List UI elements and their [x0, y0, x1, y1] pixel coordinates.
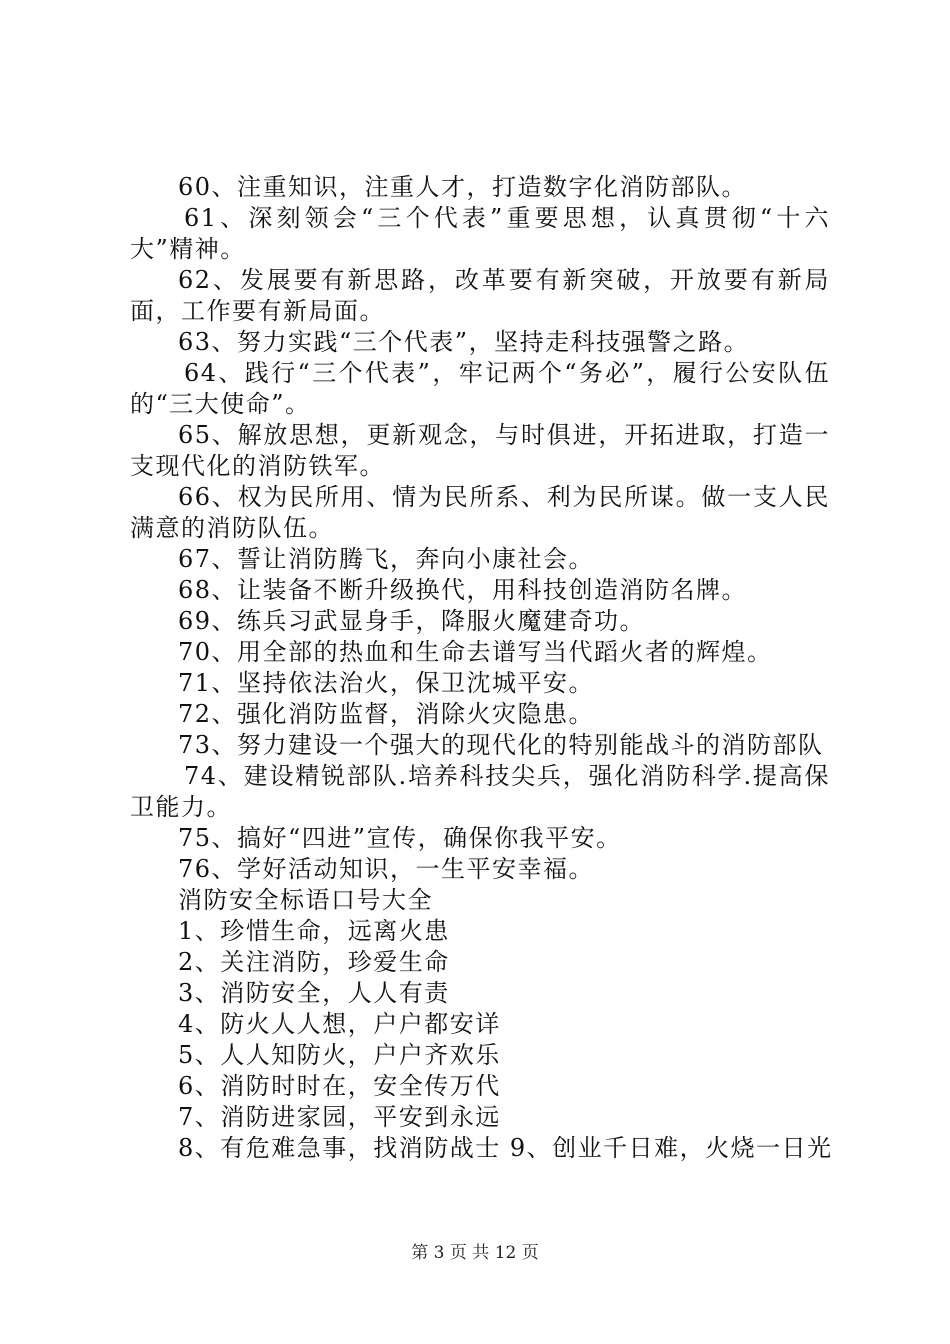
slogan-4: 4、防火人人想，户户都安详 [178, 1010, 501, 1038]
paragraph-66: 66、权为民所用、情为民所系、利为民所谋。做一支人民满意的消防队伍。 [130, 483, 830, 542]
paragraph-69: 69、练兵习武显身手，降服火魔建奇功。 [178, 607, 646, 635]
paragraph-65: 65、解放思想，更新观念，与时俱进，开拓进取，打造一支现代化的消防铁军。 [130, 421, 830, 480]
document-body [130, 172, 833, 1164]
slogan-7: 7、消防进家园，平安到永远 [178, 1103, 501, 1131]
slogan-8-9: 8、有危难急事，找消防战士 9、创业千日难，火烧一日光 [178, 1134, 833, 1162]
slogan-6: 6、消防时时在，安全传万代 [178, 1072, 501, 1100]
slogan-2: 2、关注消防，珍爱生命 [178, 948, 450, 976]
paragraph-68: 68、让装备不断升级换代，用科技创造消防名牌。 [178, 576, 748, 604]
paragraph-74: 74、建设精锐部队.培养科技尖兵，强化消防科学.提高保卫能力。 [130, 762, 830, 821]
paragraph-72: 72、强化消防监督，消除火灾隐患。 [178, 700, 595, 728]
paragraph-71: 71、坚持依法治火，保卫沈城平安。 [178, 669, 595, 697]
section-heading: 消防安全标语口号大全 [178, 886, 433, 914]
paragraph-73: 73、努力建设一个强大的现代化的特别能战斗的消防部队 [178, 731, 824, 759]
slogan-1: 1、珍惜生命，远离火患 [178, 917, 450, 945]
paragraph-70: 70、用全部的热血和生命去谱写当代蹈火者的辉煌。 [178, 638, 773, 666]
paragraph-67: 67、誓让消防腾飞，奔向小康社会。 [178, 545, 595, 573]
slogan-3: 3、消防安全，人人有责 [178, 979, 450, 1007]
paragraph-61: 61、深刻领会“三个代表”重要思想，认真贯彻“十六大”精神。 [130, 204, 830, 263]
paragraph-63: 63、努力实践“三个代表”，坚持走科技强警之路。 [178, 328, 750, 356]
paragraph-60: 60、注重知识，注重人才，打造数字化消防部队。 [178, 173, 748, 201]
slogan-5: 5、人人知防火，户户齐欢乐 [178, 1041, 501, 1069]
paragraph-62: 62、发展要有新思路，改革要有新突破，开放要有新局面，工作要有新局面。 [130, 266, 830, 325]
paragraph-76: 76、学好活动知识，一生平安幸福。 [178, 855, 595, 883]
paragraph-64: 64、践行“三个代表”，牢记两个“务必”，履行公安队伍的“三大使命”。 [130, 359, 830, 418]
paragraph-75: 75、搞好“四进”宣传，确保你我平安。 [178, 824, 622, 852]
page-footer: 第 3 页 共 12 页 [411, 1243, 539, 1263]
